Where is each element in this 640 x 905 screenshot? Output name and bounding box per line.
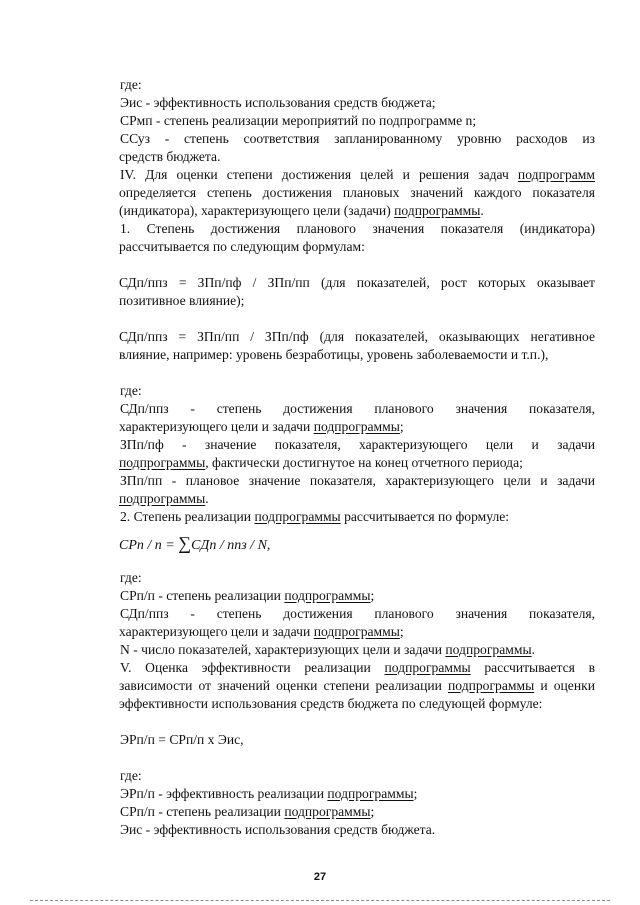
text-line: определяется степень достижения плановых значений каждого показателя [119,185,595,200]
link-subprogram: подпрограммы [284,588,371,603]
text-line: зависимости от значений оценки степени реализации подпрограммы и оценки [119,678,595,693]
formula-line: СДп/ппз = ЗПп/пф / ЗПп/пп (для показателей, рост которых оказывает [119,275,595,290]
link-subprogram: подпрограммы [119,491,206,506]
text-line: характеризующего цели и задачи подпрограммы; [119,419,404,434]
sum-symbol: ∑ [178,533,192,553]
link-subprogram: подпрограммы [119,455,206,470]
link-subprogram: подпрограммы [284,804,371,819]
text-line: СДп/ппз - степень достижения планового значения показателя, [120,606,595,621]
text-line: характеризующего цели и задачи подпрограммы; [119,624,404,639]
text-line: (индикатора), характеризующего цели (задачи) подпрограммы. [119,203,484,218]
link-subprogram: подпрограммы [448,678,535,693]
text-line: 1. Степень достижения планового значения показателя (индикатора) [120,221,595,236]
text-line: СРп/п - степень реализации подпрограммы; [120,804,375,819]
text-line: средств бюджета. [119,149,221,164]
link-subprogram: подпрограммы [313,624,400,639]
text-line: где: [120,768,142,783]
text-line: где: [120,77,142,92]
formula-line: СДп/ппз = ЗПп/пп / ЗПп/пф (для показателей, оказывающих негативное [119,329,595,344]
link-subprogram: подпрограммы [327,786,414,801]
formula-subprogram-implementation: СРп / п = ∑СДп / ппз / N, [119,533,271,553]
text-line: рассчитывается по следующим формулам: [119,239,365,254]
text-line: влияние, например: уровень безработицы, уровень заболеваемости и т.п.), [119,347,549,362]
link-subprogram: подпрограммы [384,660,471,675]
link-subprogram: подпрограмм [517,167,595,182]
text-line: СДп/ппз - степень достижения планового значения показателя, [120,401,595,416]
text-line: Эис - эффективность использования средств бюджета. [120,822,436,837]
text-line: ССуз - степень соответствия запланированному уровню расходов из [120,131,595,146]
text-line: ЭРп/п - эффективность реализации подпрограммы; [120,786,418,801]
text-line: СРп/п - степень реализации подпрограммы; [120,588,375,603]
formula-line: ЭРп/п = СРп/п х Эис, [120,732,244,747]
text-line: Эис - эффективность использования средств бюджета; [120,95,436,110]
link-subprogram: подпрограммы [313,419,400,434]
text-line: где: [120,570,142,585]
text-line: позитивное влияние); [119,293,245,308]
link-subprogram: подпрограммы [445,642,532,657]
link-subprogram: подпрограммы [394,203,481,218]
text-line: эффективности использования средств бюджета по следующей формуле: [119,696,543,711]
bottom-rule [30,900,610,901]
text-line: где: [120,383,142,398]
text-line: ЗПп/пп - плановое значение показателя, характеризующего цели и задачи [120,473,595,488]
text-line: V. Оценка эффективности реализации подпрограммы рассчитывается в [120,660,595,675]
link-subprogram: подпрограммы [254,509,341,524]
text-line: подпрограммы, фактически достигнутое на конец отчетного периода; [119,455,523,470]
text-line: ЗПп/пф - значение показателя, характеризующего цели и задачи [120,437,595,452]
page-number: 27 [313,871,327,883]
text-line: 2. Степень реализации подпрограммы рассчитывается по формуле: [120,509,510,524]
text-line: IV. Для оценки степени достижения целей и решения задач подпрограмм [120,167,595,182]
text-line: подпрограммы. [119,491,209,506]
text-line: СРмп - степень реализации мероприятий по подпрограмме n; [120,113,477,128]
text-line: N - число показателей, характеризующих цели и задачи подпрограммы. [120,642,535,657]
